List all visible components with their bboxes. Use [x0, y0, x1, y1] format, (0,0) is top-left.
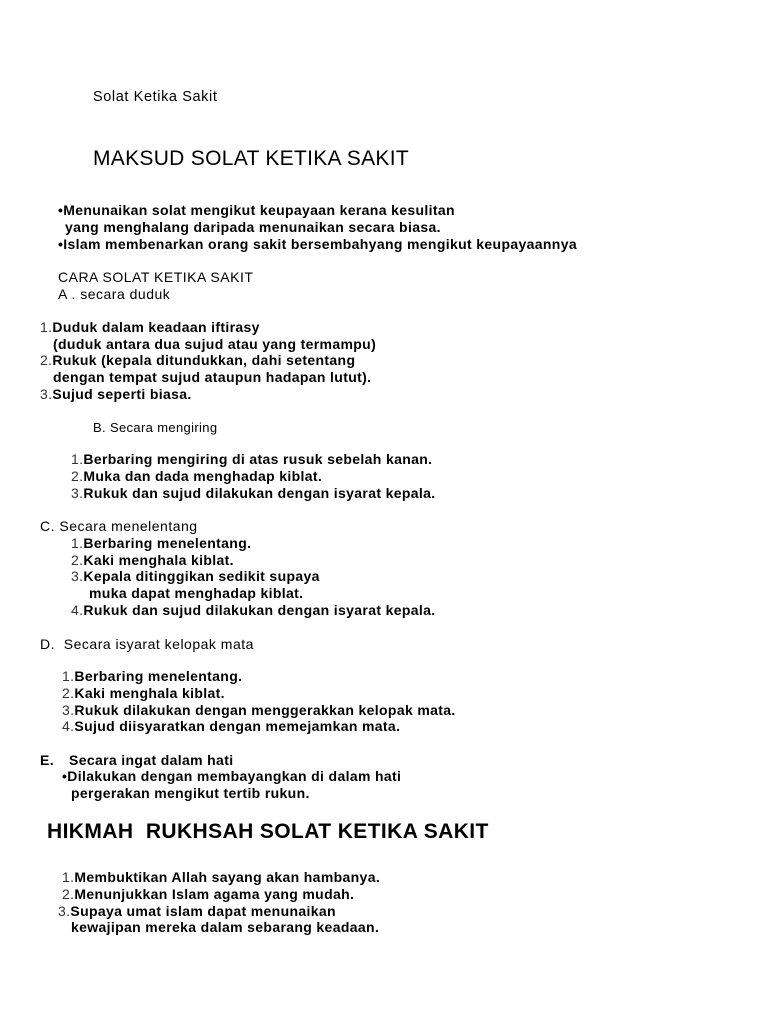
section-e-bullet-cont: pergerakan mengikut tertib rukun. — [71, 785, 310, 801]
section-c-title: C. Secara menelentang — [40, 518, 198, 534]
section-c-item-2 — [71, 552, 234, 569]
section-c-item-3-cont: muka dapat menghadap kiblat. — [89, 585, 304, 601]
item-text: Rukuk (kepala ditundukkan, dahi setentang — [52, 352, 356, 368]
section-d-item-3 — [62, 702, 456, 719]
item-number: 1. — [71, 535, 84, 551]
section-a-item-3 — [40, 386, 192, 403]
section-a-item-2 — [40, 352, 355, 369]
section-d-title: D. Secara isyarat kelopak mata — [40, 636, 254, 652]
item-number: 1. — [62, 869, 75, 885]
section-d-item-4 — [62, 718, 400, 735]
hikmah-item-3 — [58, 903, 336, 920]
item-number: 2. — [62, 886, 75, 902]
item-text: Supaya umat islam dapat menunaikan — [70, 903, 336, 919]
section-c-item-4 — [71, 602, 436, 619]
maksud-bullet-1-cont: yang menghalang daripada menunaikan secara biasa. — [65, 219, 441, 235]
item-number: 2. — [71, 468, 84, 484]
hikmah-item-3-cont: kewajipan mereka dalam sebarang keadaan. — [71, 919, 380, 935]
hikmah-item-1 — [62, 869, 380, 886]
item-text: Muka dan dada menghadap kiblat. — [83, 468, 323, 484]
item-text: Duduk dalam keadaan iftirasy — [52, 319, 260, 335]
item-number: 2. — [62, 685, 75, 701]
item-text: Rukuk dan sujud dilakukan dengan isyarat kepala. — [83, 602, 436, 618]
section-d-item-2 — [62, 685, 225, 702]
item-number: 2. — [71, 552, 84, 568]
item-number: 1. — [40, 319, 53, 335]
section-a-item-1 — [40, 319, 260, 336]
item-text: Berbaring menelentang. — [74, 668, 243, 684]
item-number: 1. — [62, 668, 75, 684]
item-number: 1. — [71, 451, 84, 467]
section-e-bullet: •Dilakukan dengan membayangkan di dalam hati — [62, 768, 402, 784]
hikmah-heading: HIKMAH RUKHSAH SOLAT KETIKA SAKIT — [47, 820, 489, 843]
section-b-title: B. Secara mengiring — [93, 420, 218, 435]
section-a-item-2-cont: dengan tempat sujud ataupun hadapan lutut). — [53, 369, 372, 385]
item-text: Kaki menghala kiblat. — [74, 685, 225, 701]
item-number: 3. — [71, 485, 84, 501]
hikmah-item-2 — [62, 886, 354, 903]
item-number: 3. — [62, 702, 75, 718]
section-b-item-3 — [71, 485, 436, 502]
item-text: Kepala ditinggikan sedikit supaya — [83, 568, 320, 584]
item-text: Berbaring menelentang. — [83, 535, 252, 551]
item-text: Sujud seperti biasa. — [52, 386, 192, 402]
item-text: Rukuk dilakukan dengan menggerakkan kelopak mata. — [74, 702, 456, 718]
item-text: Berbaring mengiring di atas rusuk sebelah kanan. — [83, 451, 433, 467]
maksud-heading: MAKSUD SOLAT KETIKA SAKIT — [93, 147, 409, 170]
cara-heading: CARA SOLAT KETIKA SAKIT — [58, 269, 254, 285]
section-c-item-1 — [71, 535, 251, 552]
item-text: Sujud diisyaratkan dengan memejamkan mata. — [74, 718, 401, 734]
item-number: 3. — [58, 903, 71, 919]
item-number: 2. — [40, 352, 53, 368]
maksud-bullet-1: •Menunaikan solat mengikut keupayaan kerana kesulitan — [58, 202, 455, 218]
item-text: Rukuk dan sujud dilakukan dengan isyarat kepala. — [83, 485, 436, 501]
document-title: Solat Ketika Sakit — [93, 89, 218, 105]
item-text: Menunjukkan Islam agama yang mudah. — [74, 886, 355, 902]
item-number: 4. — [62, 718, 75, 734]
item-number: 4. — [71, 602, 84, 618]
section-a-title: A . secara duduk — [58, 286, 171, 302]
section-e-letter: E. — [40, 752, 54, 768]
section-b-item-2 — [71, 468, 322, 485]
section-e-title: Secara ingat dalam hati — [69, 752, 234, 768]
section-a-item-1-cont: (duduk antara dua sujud atau yang termampu) — [53, 336, 377, 352]
item-text: Membuktikan Allah sayang akan hambanya. — [74, 869, 381, 885]
section-b-item-1 — [71, 451, 432, 468]
item-text: Kaki menghala kiblat. — [83, 552, 234, 568]
item-number: 3. — [40, 386, 53, 402]
maksud-bullet-2: •Islam membenarkan orang sakit bersembahyang mengikut keupayaannya — [58, 236, 577, 252]
section-d-item-1 — [62, 668, 242, 685]
item-number: 3. — [71, 568, 84, 584]
section-c-item-3 — [71, 568, 320, 585]
